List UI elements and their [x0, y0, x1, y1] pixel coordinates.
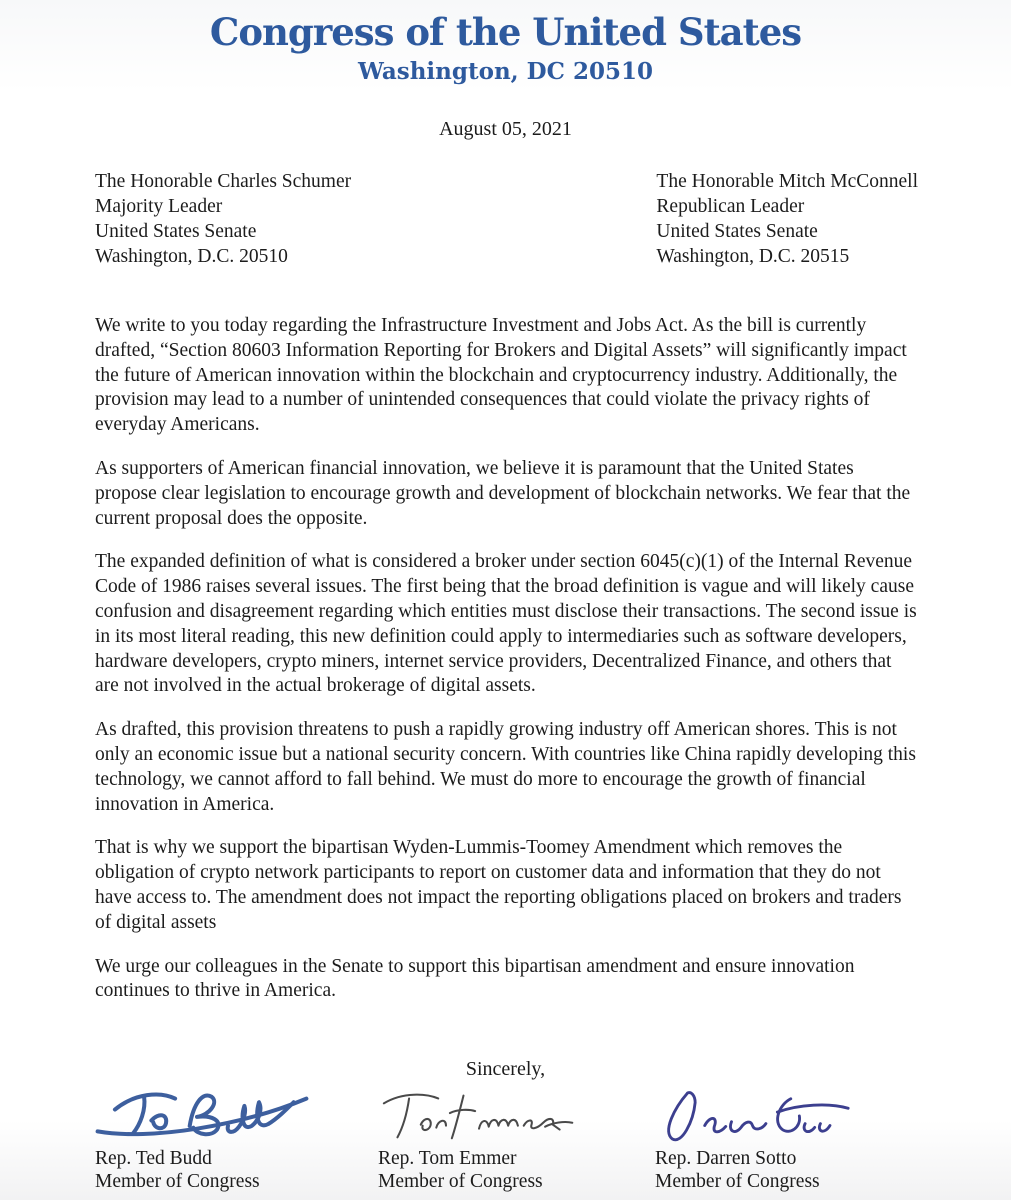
signer-title: Member of Congress — [95, 1171, 260, 1192]
letterhead-subtitle: Washington, DC 20510 — [358, 58, 653, 85]
recipient-line: United States Senate — [656, 221, 818, 242]
recipient-line: United States Senate — [95, 221, 257, 242]
signature-block-ted-budd — [95, 1084, 378, 1193]
recipient-line: Majority Leader — [95, 196, 223, 217]
signer-name: Rep. Ted Budd — [95, 1148, 212, 1169]
recipient-line: Washington, D.C. 20515 — [656, 246, 850, 267]
recipient-line: The Honorable Charles Schumer — [95, 171, 352, 192]
letter-body — [0, 314, 1011, 1004]
body-paragraph: As supporters of American financial innovation, we believe it is paramount that the United States propose clear legislation to encourage growth and development of blockchain networks. We fear that the current proposal does the opposite. — [95, 457, 911, 529]
signer-title: Member of Congress — [378, 1171, 543, 1192]
signature-row — [0, 1084, 1011, 1193]
closing-salutation: Sincerely, — [465, 1058, 546, 1080]
ted-budd-signature-icon — [89, 1084, 315, 1146]
letterhead — [0, 0, 1011, 87]
body-paragraph: That is why we support the bipartisan Wyden-Lummis-Toomey Amendment which removes the obligation of crypto network participants to report on customer data and information that they do not have access to. The amendment does not impact the reporting obligations placed on brokers and traders of digital assets — [95, 837, 902, 933]
signature-section — [0, 1056, 1011, 1193]
recipient-blocks — [0, 169, 1011, 269]
recipient-line: Republican Leader — [656, 196, 805, 217]
recipient-line: Washington, D.C. 20510 — [95, 246, 288, 267]
letter-date: August 05, 2021 — [439, 118, 572, 140]
signer-name: Rep. Darren Sotto — [655, 1148, 797, 1169]
body-paragraph: We write to you today regarding the Infrastructure Investment and Jobs Act. As the bill is currently drafted, “Section 80603 Information Reporting for Brokers and Digital Assets” will significantly impact the future of American innovation within the blockchain and cryptocurrency industry. Additionally, the provision may lead to a number of unintended consequences that could violate the privacy rights of everyday Americans. — [95, 315, 907, 436]
signature-block-darren-sotto — [655, 1084, 851, 1193]
recipient-block-schumer — [95, 169, 351, 269]
body-paragraph: We urge our colleagues in the Senate to support this bipartisan amendment and ensure innovation continues to thrive in America. — [95, 955, 855, 1002]
body-paragraph: The expanded definition of what is considered a broker under section 6045(c)(1) of the Internal Revenue Code of 1986 raises several issues. The first being that the broad definition is vague and will likely cause confusion and disagreement regarding which entities must disclose their transactions. The second issue is in its most literal reading, this new definition could apply to intermediaries such as software developers, hardware developers, crypto miners, internet service providers, Decentralized Finance, and others that are not involved in the actual brokerage of digital assets. — [95, 551, 917, 697]
recipient-block-mcconnell — [656, 169, 918, 269]
darren-sotto-signature-icon — [655, 1084, 851, 1146]
body-paragraph: As drafted, this provision threatens to push a rapidly growing industry off American shores. This is not only an economic issue but a national security concern. With countries like China rapidly developing this technology, we cannot afford to fall behind. We must do more to encourage the growth of financial innovation in America. — [95, 719, 916, 815]
signer-name: Rep. Tom Emmer — [378, 1148, 517, 1169]
recipient-line: The Honorable Mitch McConnell — [656, 171, 918, 192]
signer-title: Member of Congress — [655, 1171, 820, 1192]
letterhead-title: Congress of the United States — [209, 10, 802, 54]
signature-block-tom-emmer — [378, 1084, 655, 1193]
tom-emmer-signature-icon — [378, 1084, 582, 1146]
